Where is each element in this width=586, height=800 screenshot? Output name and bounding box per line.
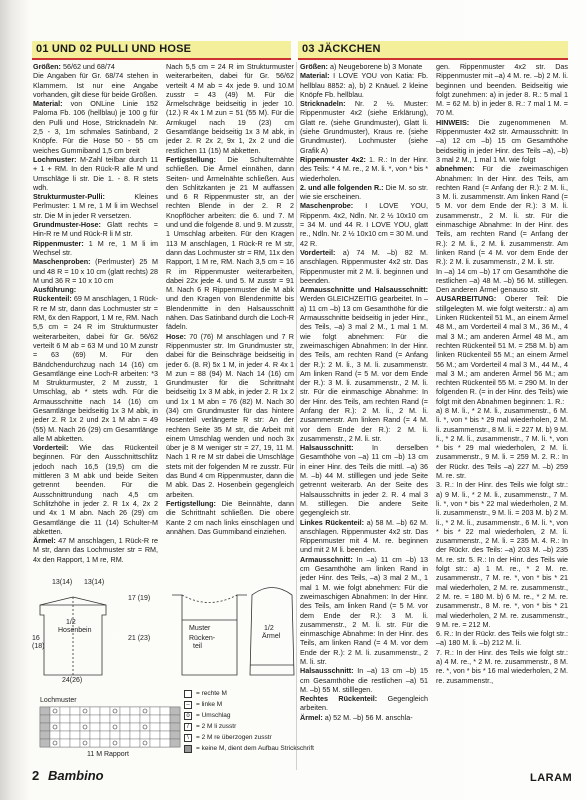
chart-cell [60,715,70,723]
pants-bottom-label: 24(26) [62,677,83,684]
legend-symbol-icon: \ [184,734,192,742]
paragraph-heading: abnehmen: [436,164,475,174]
chart-cell [110,731,120,739]
legend-label: = keine M, dient dem Aufbau Strickschrift [196,745,314,752]
sleeve-label: Ärmel [262,633,281,640]
paragraph-text: 1. R.: In der Hinr. des Teils: * 4 M. re., 2 M. li. *, von * bis * wiederholen. [300,154,428,183]
chart-cell [70,731,80,739]
chart-cell [150,739,160,747]
chart-cell [80,723,90,731]
legend-label: = 2 M li zusstr [196,723,237,730]
chart-cell [160,707,170,715]
paragraph-text: 1 M re, 1 M li im Wechsel str. [33,238,158,257]
paragraph-text: Die Angaben für Gr. 68/74 stehen in Klammern. Ist nur eine Angabe vorhanden, gilt diese für beide Größen. [33,71,158,99]
chart-repeat-label: 11 M Rapport [87,751,129,758]
paragraph-text: a) 74 M. –b) 82 M. anschlagen. Rippenmuster 4x2 str. Das Rippenmuster mit 2 M. li. beginnen und beenden. [300,247,428,285]
paragraph-heading: Grundmuster-Hose: [33,220,101,230]
legend-symbol-icon [184,690,192,698]
sleeve-label: 1/2 [264,625,274,632]
chart-cell [120,723,130,731]
chart-cell [40,731,50,739]
paragraph [436,480,568,629]
text-column-4 [436,62,568,770]
paragraph-heading: Armausschnitte und Halsausschnitt: [300,285,428,295]
paragraph-text: a) 52 M. –b) 56 M. anschla- [322,712,413,722]
paragraph-heading: AUSARBEITUNG: [436,294,497,304]
paragraph [33,294,158,443]
paragraph [300,248,428,285]
section-header-jaeckchen: 03 JÄCKCHEN [298,41,568,58]
chart-cell [150,731,160,739]
chart-cell [150,715,160,723]
paragraph-heading: Lochmuster: [33,154,77,164]
paragraph-heading: Halsausschnitt: [300,443,354,453]
chart-cell [100,739,110,747]
chart-cell [90,731,100,739]
chart-cell [120,707,130,715]
paragraph [166,155,294,332]
paragraph-text: I LOVE YOU, Rippenm. 4x2, Ndln. Nr. 2 ½ 10x10 cm = 34 M. und 44 R. I LOVE YOU, glatt re., Ndln. Nr. 2 ½ 10x10 cm = 30 M. und 42 R. [300,201,428,248]
paragraph [33,536,158,564]
chart-cell [170,707,180,715]
legend-symbol-icon: – [184,701,192,709]
chart-cell [70,723,80,731]
chart-cell [60,723,70,731]
paragraph-heading: Fertigstellung: [166,154,216,164]
chart-cell [120,739,130,747]
paragraph-text: Die Schulternähte schließen. Die Ärmel einnähen, dann Seiten- und Ärmelnähte schließen. Aus den Schlitzkanten je 21 M auffassen und 6 R Rippenmuster str, an der rechten Blende in der 2. R 2 Knopflöcher arbeiten: die 6. und 7. M und und die folgende 8. und 9. M zusstr, 1 Umschlag arbeiten. Für den Kragen 113 M anschlagen, 1 Rück-R re M str, dann das Lochmuster str = RM, 11x den Rapport, 1 M re, RM. Nach 3,5 cm = 16 R im Rippenmuster weiterarbeiten, dabei 22x jede 4. und 5. M zusstr = 91 M. Nach 6 R Rippenmuster die M abk und den Kragen von Blendenmitte bis Blendenmitte in den Halsausschnitt nähen. Das Satinband durch die Loch-R fädeln. [166,154,294,332]
paragraph-heading: Rückenteil: [33,294,72,304]
paragraph [33,257,158,285]
paragraph-text: 47 M anschlagen, 1 Rück-R re M str, dann das Lochmuster str = RM, 4x den Rapport, 1 M re, RM. [33,536,158,564]
paragraph-text: Für die zweimaschigen Abnahmen: In der Hinr. des Teils, am rechten Rand (= Anfang der R.): 2 M. li., 3 M. li. zusammenstr. Am linken Rand (= 5 M. vor dem Ende der R.): 3 M. li. zusammenstr., 2 M. li. str. Für die einmaschige Abnahme: In der Hinr. des Teils, am rechten Rand (= Anfang der R.): 2 M. li., 2 M. li. zusammenstr. Am linken Rand (= 4 M. vor dem Ende der R.): 2 M. li. zusammenstr., 2 M. li. str. [436,164,568,267]
paragraph-text: a) 58 M. –b) 62 M. anschlagen. Rippenmuster 4x2 str. Das Rippenmuster mit 4 M. re. beginnen und mit 2 M li. beenden. [300,517,428,555]
paragraph-text: Wie das Rückenteil beginnen. Für den Ausschnittschlitz jedoch nach 16,5 (19,5) cm die mittleren 3 M abk und beide Seiten getrennt beenden. Für die Ausschnittrundung nach 4,5 cm Schlitzhöhe in jeder 2. R 1x 4, 2x 2 und 4x 1 M abn. Nach 26 (29) cm Gesamtlänge die 11 (14) Schulter-M abketten. [33,443,158,536]
paragraph-heading: Material: [300,71,330,81]
paragraph-heading: Rippenmuster 4x2: [300,154,366,164]
paragraph-heading: Ärmel: [300,712,323,722]
chart-cell [110,707,120,715]
paragraph [300,666,428,694]
paragraph [300,155,428,183]
chart-cell [100,715,110,723]
text-column-1 [33,62,158,580]
pants-part-label: Hosenbein [58,627,92,634]
chart-cell [130,731,140,739]
chart-legend [184,688,314,754]
paragraph [300,71,428,99]
chart-cell [130,739,140,747]
paragraph-text: Kleines Perlmuster: 1 M re, 1 M li im Wechsel str. Die M in jeder R versetzen. [33,192,158,220]
paragraph-text: In –a) 13 cm –b) 15 cm Gesamthöhe die restlichen –a) 51 M. –b) 55 M. stilllegen. [300,666,428,694]
chart-cell [50,715,60,723]
paragraph [166,62,294,155]
chart-cell [140,731,150,739]
paragraph [300,201,428,247]
paragraph-text: 56/62 und 68/74 [60,62,115,71]
paragraph-heading: Linkes Rückenteil: [300,517,365,527]
paragraph [436,62,568,118]
paragraph [33,220,158,239]
paragraph [300,183,428,202]
paragraph [166,499,294,536]
paragraph-text: I LOVE YOU von Katia: Fb. hellblau 8852: a), b) 2 Knäuel. 2 kleine Knöpfe Fb. hellblau. [300,71,428,99]
legend-symbol-icon: / [184,723,192,731]
chart-cell [50,731,60,739]
pants-height-label: 16 [32,635,40,642]
paragraph-heading: Größen: [300,62,328,71]
paragraph-heading: Strukturmuster-Pulli: [33,192,105,202]
header-underline [32,58,291,60]
legend-item [184,732,314,743]
paragraph-text: 6. R.: In der Rückr. des Teils wie folgt str.: –a) 180 M. li. –b) 212 M. li. [436,629,568,648]
chart-cell [70,739,80,747]
paragraph-text: Gegengleich arbeiten. [300,694,428,713]
paragraph-text: In –a) 11 cm –b) 13 cm Gesamthöhe am linken Rand in jeder Hinr. des Teils, –a) 3 mal 2 M., 1 mal 1 M. wie folgt abnehmen: Für die zweimaschigen Abnahmen: In der Hinr. des Teils, am linken Rand (= 5 M. vor dem Ende der R.): 3 M. li. zusammenstr., 2 M. li. str. Für die einmaschige Abnahme: In der Hinr. des Teils, am linken Rand (= 4 M. vor dem Ende der R.): 2 M. li. zusammenstr., 2 M. li. str. [300,554,428,666]
chart-cell [90,723,100,731]
chart-cell [140,707,150,715]
chart-cell [120,715,130,723]
paragraph-text: a) 8 M. li., * 2 M. li., zusammenstr., 6 M. li. *, von * bis * 29 mal wiederholen, 2 M. li. zusammenstr., 8 M. li. = 227 M. b) 9 M. li., * 2 M. li., zusammenstr., 7 M. li. *, von * bis * 29 mal wiederholen, 2 M. li. zusammenstr., 9 M. li. = 259 M. 2. R.: In der Rückr. des Teils –a) 227 M. –b) 259 M. re. str. [436,405,568,481]
paragraph-text: von ONLine Linie 152 Paloma Fb. 106 (hellblau) je 100 g für den Pulli und Hose, Stricknadeln Nr. 2,5 - 3, 1m schmales Satinband, 2 Knöpfe. Für die Hose 50 - 55 cm weiches Gummiband 1,5 cm breit [33,99,158,155]
chart-cell [50,739,60,747]
paragraph [300,285,428,443]
paragraph [300,99,428,155]
paragraph [300,518,428,555]
paragraph [300,62,428,71]
paragraph-heading: Größen: [33,62,61,71]
section-header-pulli-hose: 01 UND 02 PULLI UND HOSE [32,41,291,58]
chart-cell [60,731,70,739]
chart-cell [50,707,60,715]
legend-item [184,743,314,754]
page-number: 2 [32,768,40,783]
sweater-pattern-label: Muster [189,625,211,632]
chart-cell [60,707,70,715]
paragraph [300,555,428,667]
text-column-2 [166,62,294,576]
chart-cell [90,715,100,723]
paragraph-text: Nach 5,5 cm = 24 R im Strukturmuster weiterarbeiten, dabei für Gr. 56/62 verteilt 4 M ab = 4x jede 9. und 10.M zusstr = 43 (49) M. Für die Ärmelschräge beidseitig in jeder 10. (12.) R 4x 1 M zun = 51 (55 M). Für die Armkugel nach 19 (23) cm Gesamtlänge beidseitig 1x 3 M abk, in jeder 2. R 2x 2, 9x 1, 2x 2 und die restlichen 11 (15) M abketten. [166,62,294,155]
paragraph-text: Nr. 2 ½. Muster: Rippenmuster 4x2 (siehe Erklärung), Glatt re. (siehe Grundmuster), Glatt li. (siehe Grundmuster), Kraus re. (siehe Grundmuster). Lochmuster (siehe Grafik A) [300,99,428,155]
chart-caption: Lochmuster [40,697,77,704]
chart-cell [140,739,150,747]
paragraph-heading: Material: [33,99,63,109]
paragraph [33,71,158,99]
paragraph [33,285,158,294]
chart-cell [140,715,150,723]
chart-cell [160,715,170,723]
chart-cell [110,739,120,747]
chart-cell [110,723,120,731]
legend-symbol-icon [184,745,192,753]
paragraph-heading: Fertigstellung: [166,498,216,508]
paragraph-heading: Armausschnitt: [300,554,353,564]
chart-cell [40,739,50,747]
paragraph-text: 69 M anschlagen, 1 Rück-R re M str, dann das Lochmuster str = RM, 6x den Rapport, 1 M re, RM. Nach 5,5 cm = 24 R im Strukturmuster weiterarbeiten, dabei für Gr. 56/62 verteilt 6 M ab = 63 M und 10 M zunstr = 63 (69) M. Für den Bändchendurchzug nach 14 (16) cm Gesamtlänge eine Loch-R arbeiten: *3 M Strukturmuster, 2 M zusstr, 1 Umschlag, ab * stets wdh. Für die Armausschnitte nach 14 (16) cm Gesamtlänge beidseitig 1x 3 M abk, in jeder 2. R 1x 2 und 2x 1 M abn = 49 (55) M. Nach 26 (29) cm Gesamtlänge alle M abketten. [33,294,158,443]
chart-cell [70,707,80,715]
chart-cell [130,715,140,723]
sweater-part-label: teil [193,643,202,650]
paragraph-text: Glatt rechts = Hin-R re M und Rück-R li M str. [33,220,158,239]
paragraph [436,648,568,685]
chart-cell [40,715,50,723]
chart-cell [130,723,140,731]
paragraph [436,406,568,480]
chart-cell [170,715,180,723]
paragraph [436,629,568,648]
paragraph [436,164,568,266]
pants-part-label: 1/2 [66,619,76,626]
paragraph [166,332,294,499]
paragraph-heading: Halsausschnitt: [300,666,354,676]
chart-cell [50,723,60,731]
paragraph-text: a) Neugeborene b) 3 Monate [327,62,423,71]
chart-cell [80,707,90,715]
legend-label: = linke M [196,701,223,708]
chart-cell [160,723,170,731]
chart-cell [40,723,50,731]
paragraph [436,118,568,164]
chart-cell [160,739,170,747]
chart-cell [100,723,110,731]
chart-cell [150,723,160,731]
paragraph-text: 3. R.: In der Hinr. des Teils wie folgt str.: a) 9 M. li., * 2 M. li., zusammenstr., 7 M. li. *, von * bis * 22 mal wiederholen, 2 M. li. zusammenstr., 9 M. li. = 203 M. b) 2 M. li., * 2 M. li., zusammenstr., 6 M. li. *, von * bis * 22 mal wiederholen, 2 M. li. zusammenstr., 2 M. li. = 235 M. 4. R.: In der Rückr. des Teils: –a) 203 M. –b) 235 M. re. str. 5. R.: In der Hinr. des Teils wie folgt str.: a) 1 M. re., * 2 M. re. zusammenstr., 7 M. re. *, von * bis * 21 mal wiederholen, 2 M. re. zusammenstr., 2 M. re. = 180 M. b) 6 M. re., * 2 M. re. zusammenstr., 8 M. re. *, von * bis * 21 mal wiederholen, 2 M. re. zusammenstr., 9 M. re. = 212 M. [436,480,568,629]
paragraph-heading: 2. und alle folgenden R.: [300,182,384,192]
chart-cell [140,723,150,731]
chart-cell [80,731,90,739]
paragraph-text: Die zugenommenen M. Rippenmuster 4x2 str. Armausschnitt: In –a) 12 cm –b) 15 cm Gesamthöhe beidseitig in jeder Hinr. des Teils –a), –b) 3 mal 2 M., 1 mal 1 M. wie folgt [436,117,568,164]
chart-cell [120,731,130,739]
paragraph-heading: Ausführung: [33,285,77,295]
paragraph [33,443,158,536]
lace-chart-cells [40,707,180,747]
paragraph-heading: Stricknadeln: [300,99,346,109]
paragraph-heading: Hose: [166,331,186,341]
paragraph-text: Die M. so str. wie sie erscheinen. [300,182,428,202]
paragraph-heading: Rippenmuster: [33,238,84,248]
legend-label: = Umschlag [196,712,231,719]
paragraph-heading: Maschenprobe: [300,201,354,211]
paragraph-text: 7. R.: In der Hinr. des Teils wie folgt str.: a) 4 M. re., * 2 M. re. zusammenstr., 8 M. re. *, von * bis * 16 mal wiederholen, 2 M. re. zusammenstr., [436,647,568,685]
chart-cell [170,739,180,747]
paragraph-text: 70 (76) M anschlagen und 7 R Rippenmuster str. Im Grundmuster str, dabei für die Beinschräge beidseitig in jeder 6. (8. R) 5x 1 M, in jeder 4. R 4x 1 M zun = 88 (94) M. Nach 14 (16) cm Grundmuster für die Schrittnaht beidseitig 1x 3 M abk, in jeder 2. R 1x 2 und 1x 1 M abn = 76 (82) M. Nach 30 (34) cm Grundmuster für das hintere Hosenteil verlängerte R str: An der rechten Seite 35 M str, die Arbeit mit einem Umschlag wenden und noch 3x über je 8 M weniger str = 27, 19, 11 M. Nach 1 R re M str dabei die Umschläge stets mit der folgenden M re zusstr. Für das Bund 4 cm Rippenmuster, dann die M abk. Das 2. Hosenbein gegengleich arbeiten. [166,331,294,499]
magazine-name: Bambino [48,768,104,783]
chart-cell [160,731,170,739]
paragraph-text: Die Beinnähte, dann die Schrittnaht schließen. Die obere Kante 2 cm nach links einschlagen und annähen. Das Gummiband einziehen. [166,498,294,536]
chart-cell [170,731,180,739]
legend-item [184,721,314,732]
paragraph-heading: Vorderteil: [33,443,69,453]
pants-width-label: 13(14) [84,579,105,586]
chart-cell [70,715,80,723]
paragraph-heading: Ärmel: [33,536,56,546]
chart-cell [100,707,110,715]
text-column-3 [300,62,428,770]
paragraph [300,694,428,713]
pants-height-label: (18) [32,643,45,650]
paragraph-heading: Vorderteil: [300,247,336,257]
chart-cell [90,739,100,747]
paragraph-text: Oberer Teil: Die stillgelegten M. wie folgt weiterstr.: a) am Linken Rückenteil 51 M., an einem Ärmel 48 M., am Vorderteil 4 mal 3 M., 36 M., 4 mal 3 M.; am anderen Ärmel 48 M., am rechten Rückenteil 51 M. = 258 M. b) am linken Rückenteil 55 M.; an einem Ärmel 56 M.; am Vorderteil 4 mal 3 M., 44 M., 4 mal 3 M.; am anderen Ärmel 56 M.; am rechten Rückenteil 55 M. = 290 M. In der folgenden R. (= in der Hinr. des Teils) wie folgt mit den Abnahmen beginnen: 1. R.: [436,294,568,406]
pants-small-label: 21 (23) [128,635,151,642]
chart-cell [40,707,50,715]
paragraph-text: M-Zahl teilbar durch 11 + 1 + RM. In den Rück-R alle M und Umschläge li str. Die 1. - 8. R stets wdh. [33,154,158,192]
chart-cell [80,739,90,747]
paragraph-text: In –a) 14 cm –b) 17 cm Gesamthöhe die restlichen –a) 48 M. –b) 56 M. stilllegen. Den anderen Ärmel genauso str. [436,266,568,295]
chart-cell [90,707,100,715]
paragraph [33,192,158,220]
paragraph [33,99,158,155]
paragraph-text: In derselben Gesamthöhe von –a) 11 cm –b) 13 cm in einer Hinr. des Teils die mittl. –a) 36 M. –b) 44 M. stilllegen und jede Seite getrennt weiterarb. An der Seite des Halsausschnitts in jeder 2. R. 4 mal 3 M. stilllegen. Die andere Seite gegengleich str. [300,443,428,518]
pants-schematic [40,597,106,675]
paragraph [436,294,568,406]
legend-label: = rechte M [196,690,227,697]
pants-width-label: 13(14) [52,579,73,586]
paragraph-text: (Perlmuster) 25 M und 48 R = 10 x 10 cm (glatt rechts) 28 M und 36 R = 10 x 10 cm [33,257,158,285]
chart-cell [100,731,110,739]
legend-label: = 2 M re überzogen zusstr [196,734,272,741]
paragraph-heading: Rechtes Rückenteil: [300,694,378,704]
paragraph-text: gen. Rippenmuster 4x2 str. Das Rippenmuster mit –a) 4 M. re. –b) 2 M. li. beginnen und beenden. Beidseitig wie folgt zunehmen: a) in jeder 8. R.: 5 mal 1 M. = 62 M. b) in jeder 8. R.: 7 mal 1 M. = 70 M. [436,62,568,118]
paragraph [33,155,158,192]
chart-cell [110,715,120,723]
paragraph-text: Werden GLEICHZEITIG gearbeitet. In –a) 11 cm –b) 13 cm Gesamthöhe für die Armausschnitte beidseitig in jeder Hinr., des Teils, –a) 3 mal 2 M., 1 mal 1 M. wie folgt abnehmen: Für die zweimaschigen Abnahmen: In der Hinr. des Teils, am rechten Rand (= Anfang der R.): 2 M. li., 3 M. li. zusammenstr. Am linken Rand (= 5 M. vor dem Ende der R.): 3 M. li. zusammenstr., 2 M. li. str. Für die einmaschige Abnahme: In der Hinr. des Teils, am rechten Rand (= Anfang der R.): 2 M. li., 2 M. li. zusammenstr. Am linken Rand (= 4 M. vor dem Ende der R.): 2 M. li. zusammenstr., 2 M. li. str. [300,294,428,443]
chart-cell [130,707,140,715]
legend-item [184,688,314,699]
paragraph-heading: HINWEIS: [436,117,470,127]
watermark: LARAM [530,772,573,784]
paragraph [300,443,428,517]
paragraph [300,713,428,722]
paragraph [33,239,158,258]
legend-item [184,699,314,710]
chart-cell [60,739,70,747]
legend-symbol-icon: o [184,712,192,720]
paragraph [33,62,158,71]
chart-cell [170,723,180,731]
chart-cell [80,715,90,723]
pants-small-label: 17 (19) [128,595,151,602]
header-underline [298,58,568,60]
paragraph-heading: Maschenproben: [33,257,91,267]
sweater-part-label: Rücken- [189,635,216,642]
paragraph [436,267,568,295]
legend-item [184,710,314,721]
chart-cell [150,707,160,715]
